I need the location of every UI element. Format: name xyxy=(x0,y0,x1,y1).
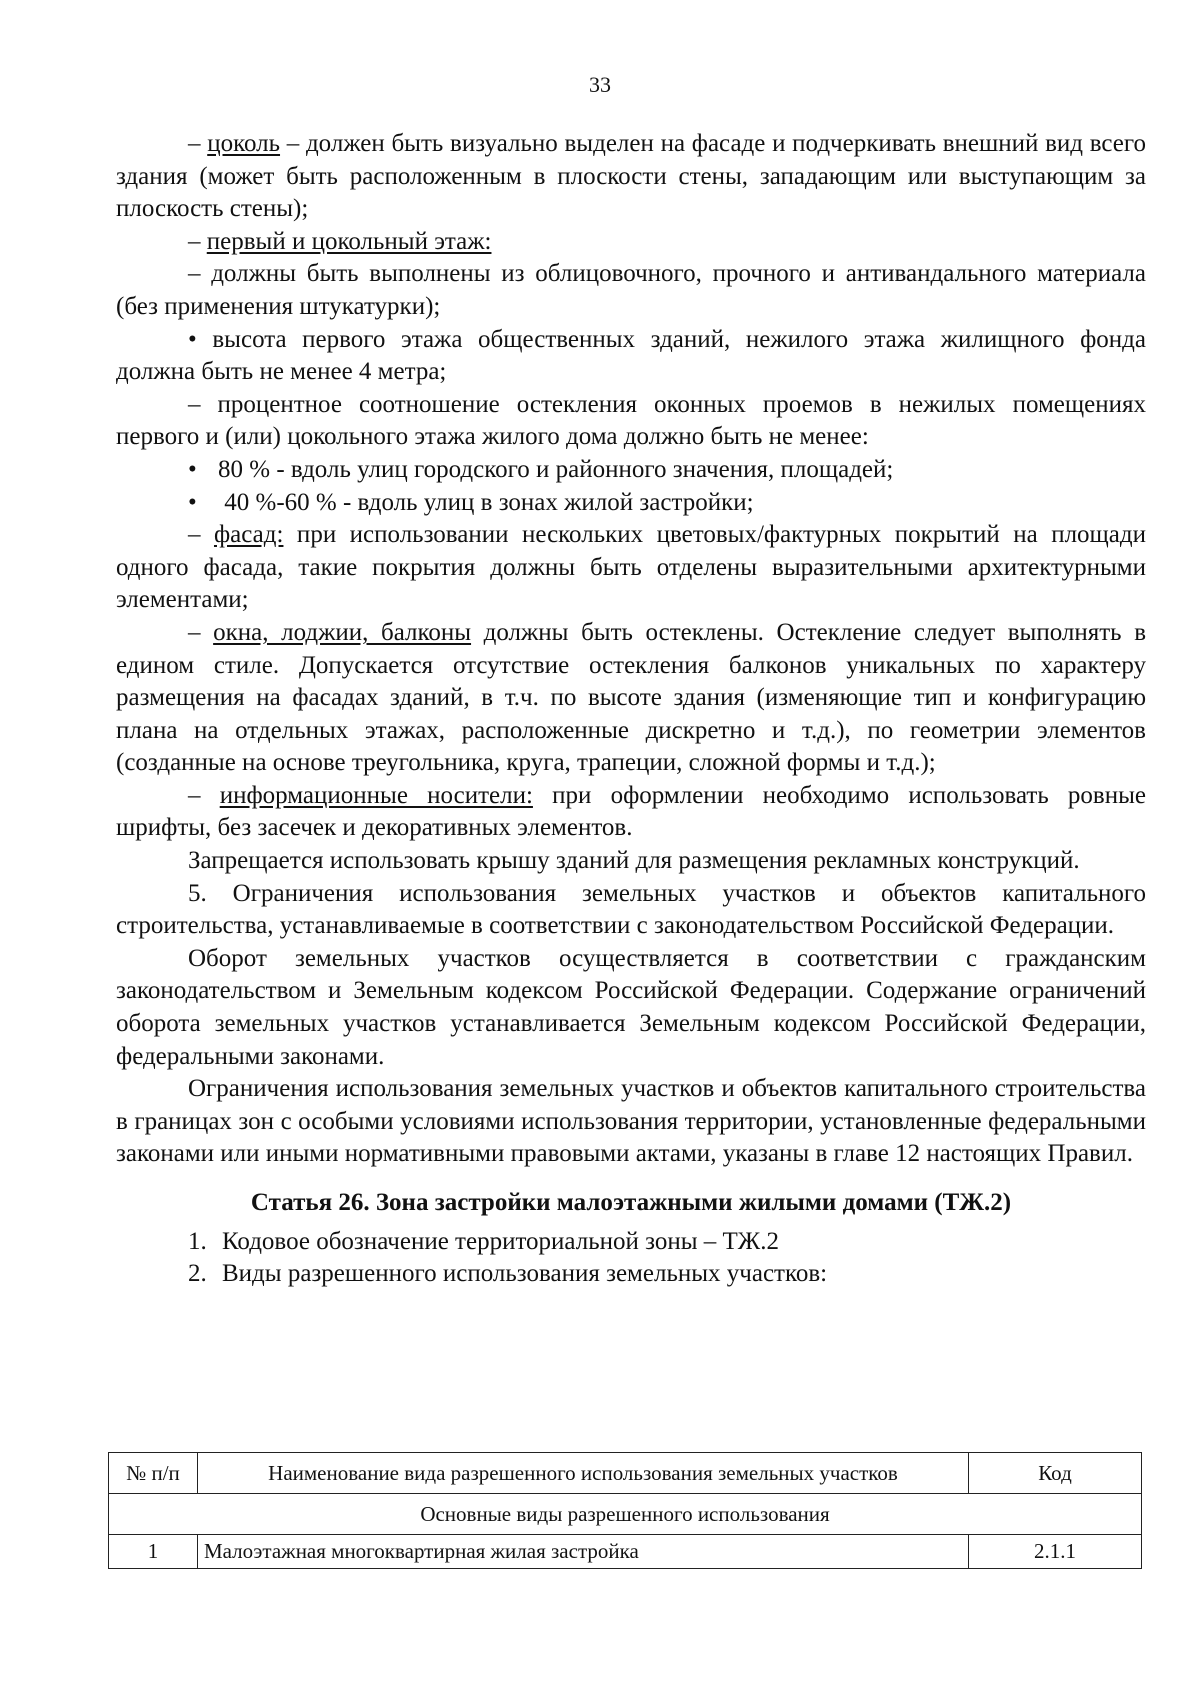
bullet-text: 80 % - вдоль улиц городского и районного значения, площадей; xyxy=(218,455,894,483)
page-number: 33 xyxy=(589,72,611,97)
numbered-item xyxy=(116,1258,1146,1291)
paragraph-cladding: – должны быть выполнены из облицовочного, прочного и антивандального материала (без применения штукатурки); xyxy=(116,260,1146,320)
paragraph-roof-ads: Запрещается использовать крышу зданий для размещения рекламных конструкций. xyxy=(188,847,1080,875)
item-number: 1. xyxy=(188,1227,207,1255)
cell-code: 2.1.1 xyxy=(969,1535,1142,1569)
table-section-row xyxy=(109,1494,1142,1535)
header-code: Код xyxy=(969,1453,1142,1494)
section-title: Основные виды разрешенного использования xyxy=(109,1494,1142,1535)
item-text: Кодовое обозначение территориальной зоны – ТЖ.2 xyxy=(222,1227,779,1255)
paragraph-text: при использовании нескольких цветовых/фактурных покрытий на площади одного фасада, такие покрытия должны быть отделены выразительными архитектурными элементами; xyxy=(116,521,1146,614)
paragraph-land-turnover: Оборот земельных участков осуществляется в соответствии с гражданским законодательством и Земельным кодексом Российской Федерации. Содержание ограничений оборота земельных участков устанавливается Земельным кодексом Российской Федерации, федеральными законами. xyxy=(116,944,1146,1070)
cell-number: 1 xyxy=(109,1535,198,1569)
dash-marker: – xyxy=(188,130,208,157)
paragraph-glazing-ratio: – процентное соотношение остекления оконных проемов в нежилых помещениях первого и (или) цокольного этажа жилого дома должно быть не менее: xyxy=(116,390,1146,451)
article-heading: Статья 26. Зона застройки малоэтажными жилыми домами (ТЖ.2) xyxy=(250,1189,1012,1216)
paragraph-text: высота первого этажа общественных зданий, нежилого этажа жилищного фонда должна быть не менее 4 метра; xyxy=(116,325,1146,386)
bullet-marker: • xyxy=(188,455,197,483)
paragraph-first-floor xyxy=(116,226,1146,259)
term-windows: окна, лоджии, балконы xyxy=(213,618,472,646)
header-name: Наименование вида разрешенного использования земельных участков xyxy=(198,1453,969,1494)
table-header-row xyxy=(109,1453,1142,1494)
document-body xyxy=(116,128,1146,1291)
paragraph-text: – должен быть визуально выделен на фасаде и подчеркивать внешний вид всего здания (может быть расположенным в плоскости стены, западающим или выступающим за плоскость стены); xyxy=(116,130,1146,223)
paragraph-plinth xyxy=(116,128,1146,226)
term-info-carriers: информационные носители: xyxy=(219,781,533,809)
table-row xyxy=(109,1535,1142,1569)
bullet-marker: • xyxy=(188,325,197,353)
paragraph-floor-height xyxy=(116,324,1146,389)
bullet-item-city-streets xyxy=(116,454,1146,487)
item-text: Виды разрешенного использования земельных участков: xyxy=(222,1260,828,1288)
dash-marker: – xyxy=(188,618,214,646)
paragraph-text: при оформлении необходимо использовать ровные шрифты, без засечек и декоративных элементов. xyxy=(116,781,1146,842)
numbered-item xyxy=(116,1226,1146,1259)
paragraph-windows xyxy=(116,617,1146,780)
bullet-marker: • xyxy=(188,488,197,516)
dash-marker: – xyxy=(188,521,214,549)
cell-name: Малоэтажная многоквартирная жилая застройка xyxy=(198,1535,969,1569)
item-number: 2. xyxy=(188,1260,207,1288)
paragraph-facade xyxy=(116,519,1146,617)
dash-marker: – xyxy=(188,781,220,809)
bullet-text: 40 %-60 % - вдоль улиц в зонах жилой застройки; xyxy=(218,488,754,516)
term-facade: фасад: xyxy=(213,521,284,549)
term-plinth: цоколь xyxy=(207,130,281,157)
paragraph-special-zones: Ограничения использования земельных участков и объектов капитального строительства в границах зон с особыми условиями использования территории, установленные федеральными законами или иными нормативными правовыми актами, указаны в главе 12 настоящих Правил. xyxy=(116,1075,1146,1168)
header-number: № п/п xyxy=(109,1453,198,1494)
dash-marker: – xyxy=(188,227,207,255)
term-first-floor: первый и цокольный этаж: xyxy=(206,227,492,255)
land-use-table xyxy=(108,1452,1142,1569)
paragraph-restrictions-5: 5. Ограничения использования земельных участков и объектов капитального строительства, устанавливаемые в соответствии с законодательством Российской Федерации. xyxy=(116,879,1146,940)
bullet-item-residential xyxy=(116,487,1146,520)
paragraph-text: должны быть остеклены. Остекление следует выполнять в едином стиле. Допускается отсутствие остекления балконов уникальных по характеру размещения на фасадах зданий, в т.ч. по высоте здания (изменяющие тип и конфигурацию плана на отдельных этажах, расположенные дискретно и т.д.), по геометрии элементов (созданные на основе треугольника, круга, трапеции, сложной формы и т.д.); xyxy=(116,618,1147,777)
paragraph-info-carriers xyxy=(116,780,1146,845)
